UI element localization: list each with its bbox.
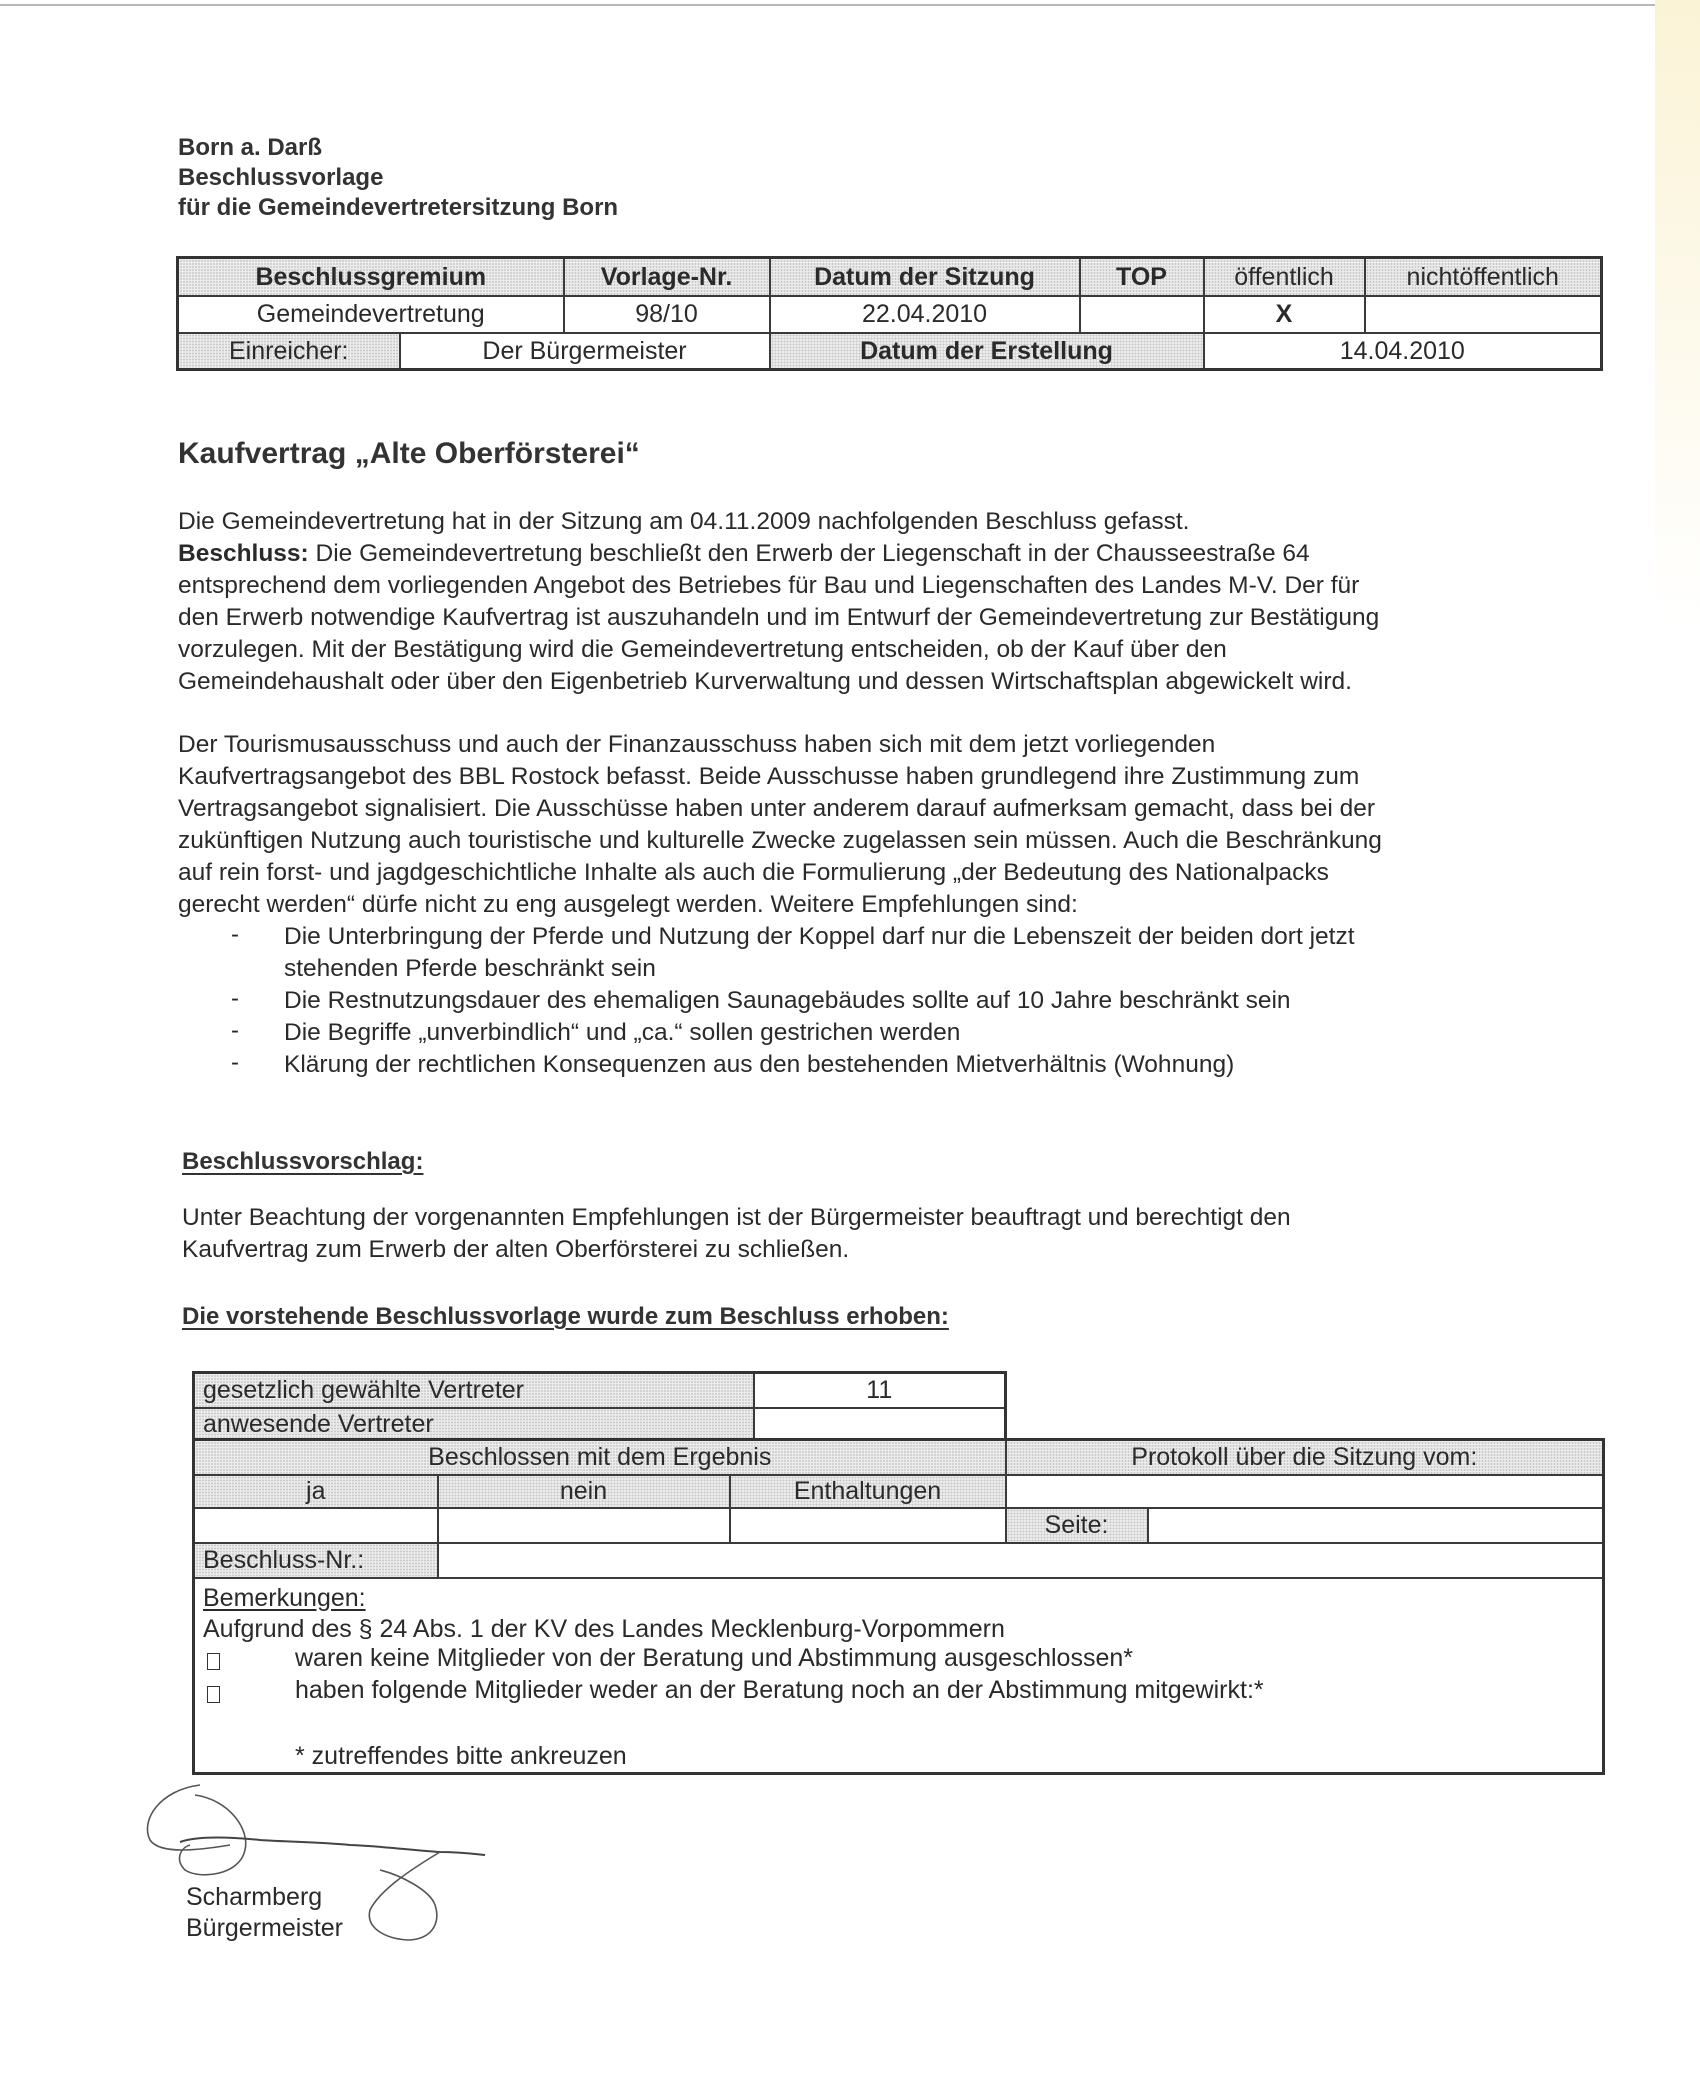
- erstellung-label: Datum der Erstellung: [770, 333, 1204, 370]
- seite-value[interactable]: [1148, 1508, 1604, 1543]
- anwesende-label: anwesende Vertreter: [194, 1408, 754, 1442]
- header-datum-sitzung: Datum der Sitzung: [770, 258, 1080, 296]
- header-oeffentlich: öffentlich: [1204, 258, 1365, 296]
- committee-line-1: Der Tourismusausschuss und auch der Finanzausschuss haben sich mit dem jetzt vorliegenden: [178, 731, 1216, 758]
- header-nichtoeffentlich: nichtöffentlich: [1365, 258, 1602, 296]
- intro-line-6: Gemeindehaushalt oder über den Eigenbetrieb Kurverwaltung und dessen Wirtschaftsplan abgewickelt wird.: [178, 668, 1352, 695]
- erstellung-value: 14.04.2010: [1204, 333, 1602, 370]
- einreicher-value: Der Bürgermeister: [400, 333, 770, 370]
- recommendation-2: Die Restnutzungsdauer des ehemaligen Saunagebäudes sollte auf 10 Jahre beschränkt sein: [284, 987, 1291, 1014]
- value-top: [1080, 296, 1204, 333]
- committee-line-2: Kaufvertragsangebot des BBL Rostock befasst. Beide Ausschusse haben grundlegend ihre Zustimmung zum: [178, 763, 1360, 790]
- ergebnis-label: Beschlossen mit dem Ergebnis: [194, 1440, 1006, 1475]
- anwesende-value[interactable]: [754, 1408, 1006, 1442]
- enthaltungen-value[interactable]: [730, 1508, 1006, 1543]
- enthaltungen-label: Enthaltungen: [730, 1475, 1006, 1508]
- intro-line-4: den Erwerb notwendige Kaufvertrag ist auszuhandeln und im Entwurf der Gemeindevertretung zur Bestätigung: [178, 604, 1380, 631]
- gewaehlte-value: 11: [754, 1373, 1006, 1408]
- option-2-row: [207, 1679, 220, 1709]
- header-top: TOP: [1080, 258, 1204, 296]
- value-gremium: Gemeindevertretung: [178, 296, 564, 333]
- intro-line-3: entsprechend dem vorliegenden Angebot des Betriebes für Bau und Liegenschaften des Landes M-V. Der für: [178, 572, 1360, 599]
- remarks-basis: Aufgrund des § 24 Abs. 1 der KV des Landes Mecklenburg-Vorpommern: [203, 1614, 1005, 1643]
- list-dash: -: [231, 985, 239, 1012]
- committee-line-4: zukünftigen Nutzung auch touristische und kulturelle Zwecke zugelassen sein müssen. Auch die Beschränkung: [178, 827, 1382, 854]
- header-vorlage-nr: Vorlage-Nr.: [564, 258, 770, 296]
- recommendation-4: Klärung der rechtlichen Konsequenzen aus den bestehenden Mietverhältnis (Wohnung): [284, 1051, 1235, 1078]
- page-title: Kaufvertrag „Alte Oberförsterei“: [178, 437, 640, 470]
- option-2-label: haben folgende Mitglieder weder an der Beratung noch an der Abstimmung mitgewirkt:*: [295, 1675, 1264, 1704]
- committee-line-5: auf rein forst- und jagdgeschichtliche Inhalte als auch die Formulierung „der Bedeutung des Nationalpacks: [178, 859, 1329, 886]
- beschluss-nr-value[interactable]: [438, 1543, 1604, 1578]
- protokoll-date-field[interactable]: [1006, 1475, 1604, 1508]
- intro-line-5: vorzulegen. Mit der Bestätigung wird die Gemeindevertretung entscheiden, ob der Kauf über den: [178, 636, 1227, 663]
- remarks-cell: [194, 1578, 1604, 1774]
- recommendation-3: Die Begriffe „unverbindlich“ und „ca.“ sollen gestrichen werden: [284, 1019, 961, 1046]
- value-nichtoeffentlich: [1365, 296, 1602, 333]
- checkbox-option-2[interactable]: [207, 1686, 220, 1703]
- signer-name: Scharmberg: [186, 1883, 323, 1911]
- proposal-line-2: Kaufvertrag zum Erwerb der alten Oberförsterei zu schließen.: [182, 1236, 850, 1263]
- beschluss-text: Die Gemeindevertretung beschließt den Erwerb der Liegenschaft in der Chausseestraße 64: [308, 540, 1310, 567]
- representatives-table: [192, 1371, 1007, 1443]
- value-oeffentlich-mark: X: [1204, 296, 1365, 333]
- beschluss-label: Beschluss:: [178, 540, 309, 567]
- ja-label: ja: [194, 1475, 438, 1508]
- ja-value[interactable]: [194, 1508, 438, 1543]
- einreicher-label: Einreicher:: [178, 333, 400, 370]
- vote-table: [192, 1438, 1605, 1775]
- beschluss-nr-label: Beschluss-Nr.:: [194, 1543, 438, 1578]
- municipality-name: Born a. Darß: [178, 134, 323, 161]
- recommendation-1-line-1: Die Unterbringung der Pferde und Nutzung der Koppel darf nur die Lebenszeit der beiden dort jetzt: [284, 923, 1355, 950]
- gewaehlte-label: gesetzlich gewählte Vertreter: [194, 1373, 754, 1408]
- value-datum-sitzung: 22.04.2010: [770, 296, 1080, 333]
- protokoll-label: Protokoll über die Sitzung vom:: [1006, 1440, 1604, 1475]
- intro-line-1: Die Gemeindevertretung hat in der Sitzung am 04.11.2009 nachfolgenden Beschluss gefasst.: [178, 508, 1190, 535]
- resolution-heading: Die vorstehende Beschlussvorlage wurde zum Beschluss erhoben:: [182, 1303, 949, 1330]
- list-dash: -: [231, 1049, 239, 1076]
- scan-top-border: [0, 4, 1655, 6]
- signer-role: Bürgermeister: [186, 1914, 343, 1942]
- document-subtitle: für die Gemeindevertretersitzung Born: [178, 194, 619, 221]
- checkbox-option-1[interactable]: [207, 1653, 220, 1670]
- nein-label: nein: [438, 1475, 730, 1508]
- seite-label: Seite:: [1006, 1508, 1148, 1543]
- recommendation-1-line-2: stehenden Pferde beschränkt sein: [284, 955, 656, 982]
- list-dash: -: [231, 1017, 239, 1044]
- header-gremium: Beschlussgremium: [178, 258, 564, 296]
- nein-value[interactable]: [438, 1508, 730, 1543]
- committee-line-3: Vertragsangebot signalisiert. Die Ausschüsse haben unter anderem darauf aufmerksam gemacht, dass bei der: [178, 795, 1376, 822]
- remarks-footnote: * zutreffendes bitte ankreuzen: [295, 1741, 627, 1770]
- list-dash: -: [231, 921, 239, 948]
- beschluss-line: [178, 538, 1310, 571]
- remarks-heading: Bemerkungen:: [203, 1583, 366, 1612]
- committee-line-6: gerecht werden“ dürfe nicht zu eng ausgelegt werden. Weitere Empfehlungen sind:: [178, 891, 1078, 918]
- info-table: [176, 256, 1603, 371]
- value-vorlage-nr: 98/10: [564, 296, 770, 333]
- option-1-label: waren keine Mitglieder von der Beratung und Abstimmung ausgeschlossen*: [295, 1643, 1133, 1672]
- document-type: Beschlussvorlage: [178, 164, 384, 191]
- proposal-line-1: Unter Beachtung der vorgenannten Empfehlungen ist der Bürgermeister beauftragt und berechtigt den: [182, 1204, 1291, 1231]
- scan-edge: [1655, 0, 1700, 2076]
- proposal-heading: Beschlussvorschlag:: [182, 1148, 424, 1175]
- option-1-row: [207, 1646, 220, 1676]
